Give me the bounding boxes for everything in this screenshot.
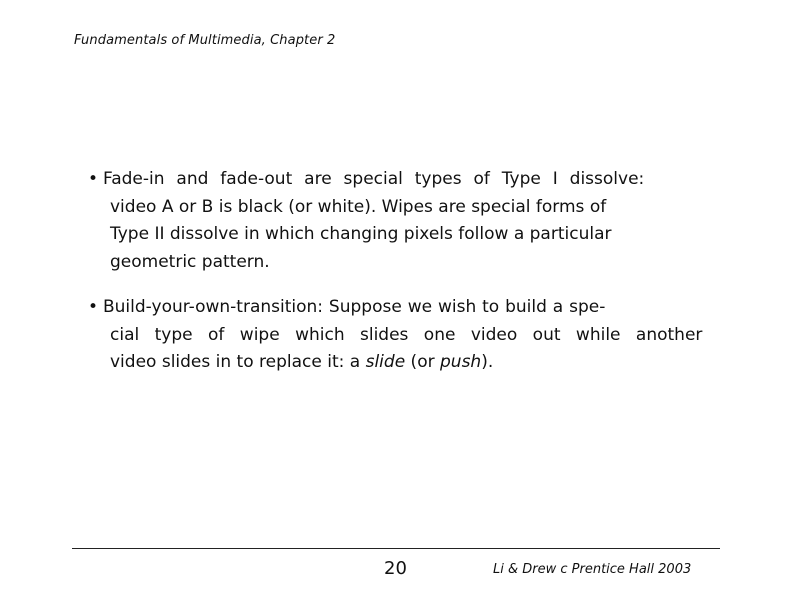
bullet-text: ). [481, 352, 494, 372]
footer-credit: Li & Drew c Prentice Hall 2003 [493, 562, 692, 577]
bullet-item-dissolve [88, 166, 688, 276]
page-number: 20 [384, 558, 407, 579]
bullet-line: Type II dissolve in which changing pixels follow a particular [110, 224, 612, 244]
emphasis-slide: slide [365, 352, 406, 372]
bullet-line: cial type of wipe which slides one video out while another [110, 324, 703, 345]
bullet-text: Fade-in and fade-out are special types of Type I dissolve: [103, 169, 645, 189]
bullet-marker: • [88, 297, 99, 317]
emphasis-push: push [440, 352, 482, 372]
running-header: Fundamentals of Multimedia, Chapter 2 [74, 33, 336, 48]
bullet-line: video A or B is black (or white). Wipes are special forms of [110, 196, 607, 217]
bullet-text: video slides in to replace it: a [110, 352, 366, 372]
bullet-line: geometric pattern. [110, 251, 270, 272]
bullet-line [88, 166, 688, 194]
bullet-item-transition [88, 294, 703, 377]
bullet-text: Build-your-own-transition: Suppose we wish to build a spe- [103, 297, 606, 317]
bullet-line [88, 349, 688, 377]
footer-divider [72, 548, 720, 549]
bullet-text: (or [405, 352, 440, 372]
bullet-marker: • [88, 169, 99, 189]
bullet-line [88, 294, 688, 322]
